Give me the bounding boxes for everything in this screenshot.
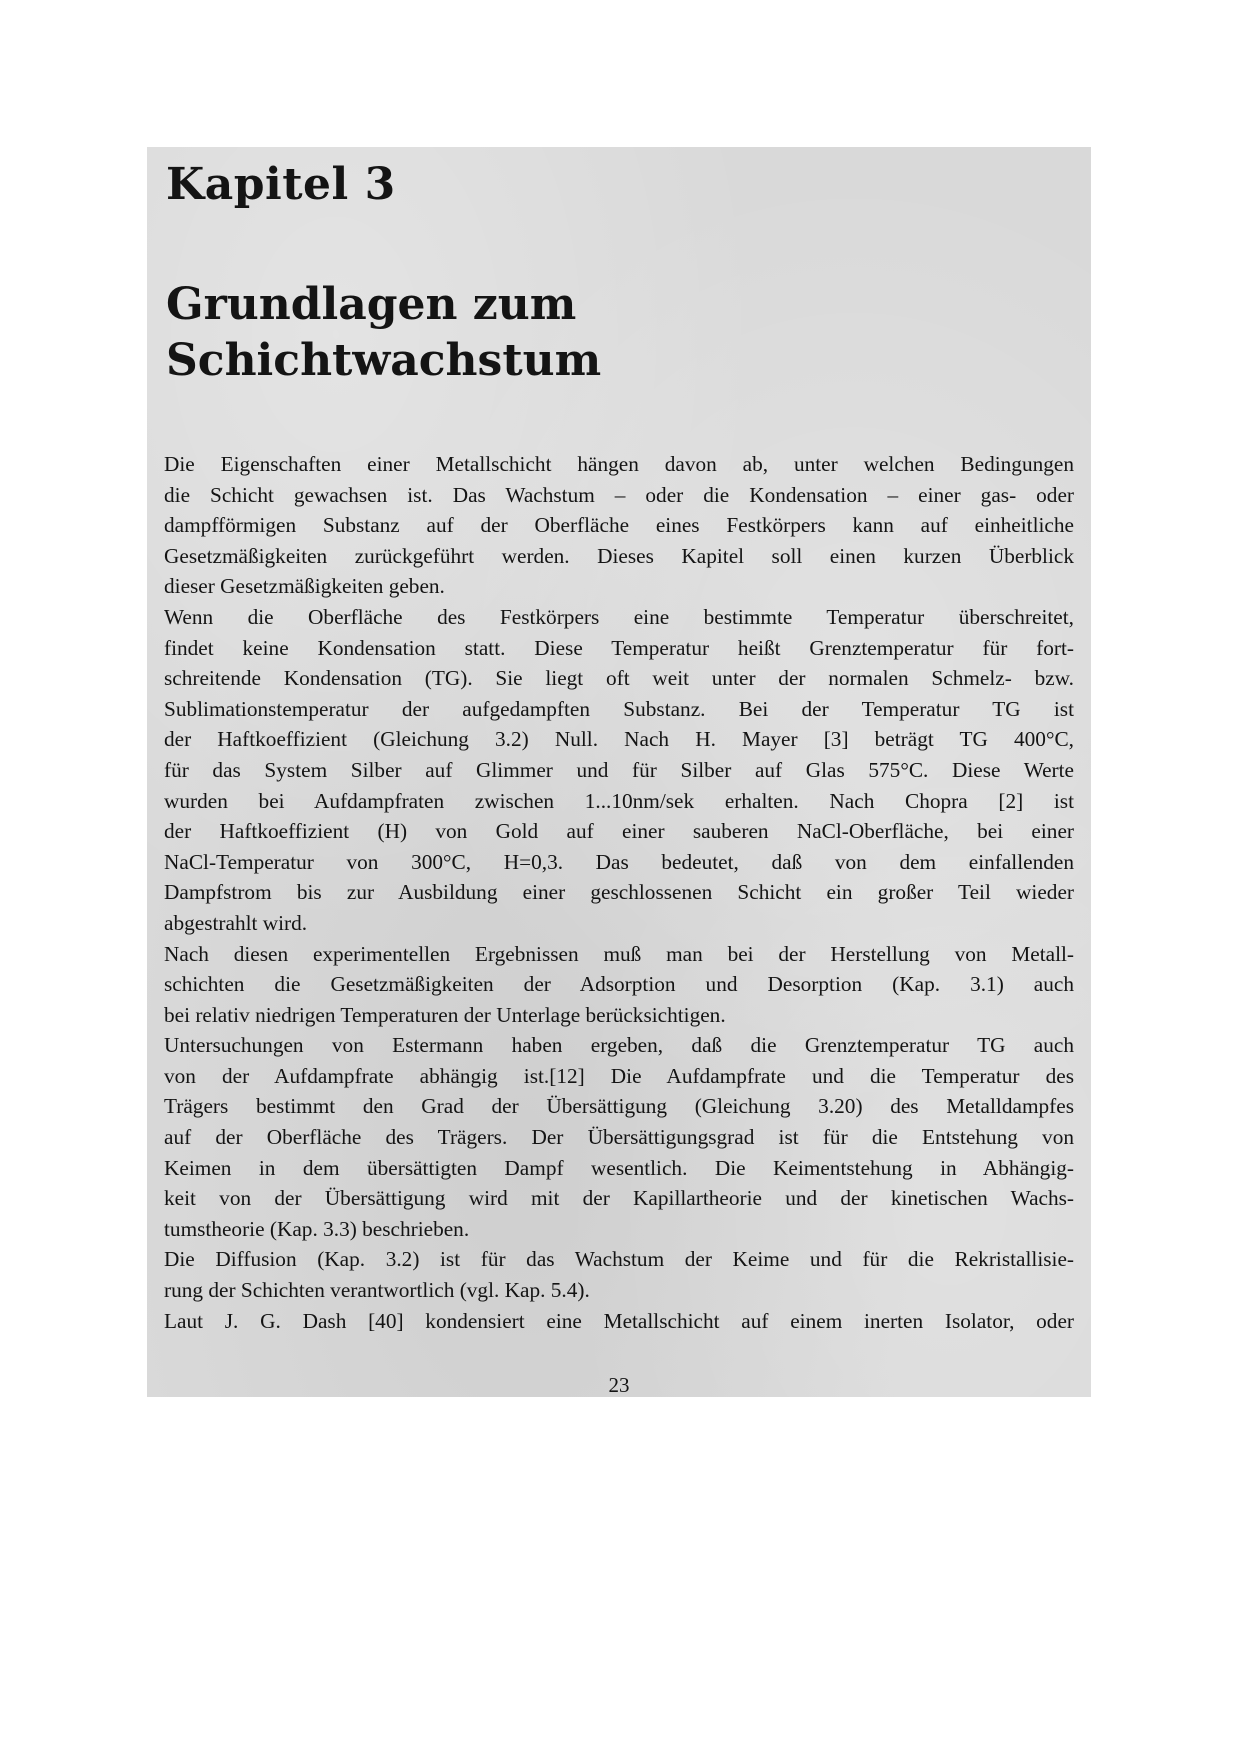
text-line: der Haftkoeffizient (Gleichung 3.2) Null. Nach H. Mayer [3] beträgt TG 400°C,: [164, 727, 1074, 752]
text-line: schreitende Kondensation (TG). Sie liegt oft weit unter der normalen Schmelz- bzw.: [164, 666, 1074, 691]
text-line: Trägers bestimmt den Grad der Übersättigung (Gleichung 3.20) des Metalldampfes: [164, 1094, 1074, 1119]
text-line: findet keine Kondensation statt. Diese Temperatur heißt Grenztemperatur für fort-: [164, 635, 1074, 660]
chapter-title-line: Schichtwachstum: [166, 335, 602, 386]
text-line: Sublimationstemperatur der aufgedampften Substanz. Bei der Temperatur TG ist: [164, 696, 1074, 721]
scanned-page: [147, 147, 1091, 1397]
text-line: bei relativ niedrigen Temperaturen der Unterlage berücksichtigen.: [164, 1002, 726, 1027]
text-line: von der Aufdampfrate abhängig ist.[12] Die Aufdampfrate und die Temperatur des: [164, 1063, 1074, 1088]
text-line: dieser Gesetzmäßigkeiten geben.: [164, 574, 445, 599]
text-line: keit von der Übersättigung wird mit der Kapillartheorie und der kinetischen Wachs-: [164, 1186, 1074, 1211]
chapter-title: [166, 277, 1046, 389]
text-line: Untersuchungen von Estermann haben ergeben, daß die Grenztemperatur TG auch: [164, 1033, 1074, 1058]
text-line: wurden bei Aufdampfraten zwischen 1...10nm/sek erhalten. Nach Chopra [2] ist: [164, 788, 1074, 813]
text-line: Keimen in dem übersättigten Dampf wesentlich. Die Keimentstehung in Abhängig-: [164, 1155, 1074, 1180]
text-line: der Haftkoeffizient (H) von Gold auf einer sauberen NaCl-Oberfläche, bei einer: [164, 819, 1074, 844]
text-line: rung der Schichten verantwortlich (vgl. Kap. 5.4).: [164, 1278, 590, 1303]
text-line: Laut J. G. Dash [40] kondensiert eine Metallschicht auf einem inerten Isolator, oder: [164, 1308, 1074, 1333]
body-text: [164, 449, 1074, 1336]
text-line: die Schicht gewachsen ist. Das Wachstum – oder die Kondensation – einer gas- oder: [164, 482, 1074, 507]
text-line: auf der Oberfläche des Trägers. Der Übersättigungsgrad ist für die Entstehung von: [164, 1125, 1074, 1150]
text-line: abgestrahlt wird.: [164, 910, 308, 935]
chapter-label: Kapitel 3: [166, 159, 396, 210]
text-line: Dampfstrom bis zur Ausbildung einer geschlossenen Schicht ein großer Teil wieder: [164, 880, 1074, 905]
page-number: 23: [608, 1373, 630, 1397]
text-line: Nach diesen experimentellen Ergebnissen muß man bei der Herstellung von Metall-: [164, 941, 1074, 966]
text-line: Die Diffusion (Kap. 3.2) ist für das Wachstum der Keime und für die Rekristallisie-: [164, 1247, 1074, 1272]
text-line: Wenn die Oberfläche des Festkörpers eine bestimmte Temperatur überschreitet,: [164, 604, 1074, 629]
text-line: dampfförmigen Substanz auf der Oberfläche eines Festkörpers kann auf einheitliche: [164, 513, 1074, 538]
text-line: für das System Silber auf Glimmer und für Silber auf Glas 575°C. Diese Werte: [164, 757, 1074, 782]
text-line: Gesetzmäßigkeiten zurückgeführt werden. Dieses Kapitel soll einen kurzen Überblick: [164, 543, 1074, 568]
text-line: Die Eigenschaften einer Metallschicht hängen davon ab, unter welchen Bedingungen: [164, 452, 1074, 476]
text-line: tumstheorie (Kap. 3.3) beschrieben.: [164, 1216, 470, 1241]
text-line: schichten die Gesetzmäßigkeiten der Adsorption und Desorption (Kap. 3.1) auch: [164, 972, 1074, 997]
text-line: NaCl-Temperatur von 300°C, H=0,3. Das bedeutet, daß von dem einfallenden: [164, 849, 1074, 874]
chapter-title-line: Grundlagen zum: [166, 279, 577, 330]
